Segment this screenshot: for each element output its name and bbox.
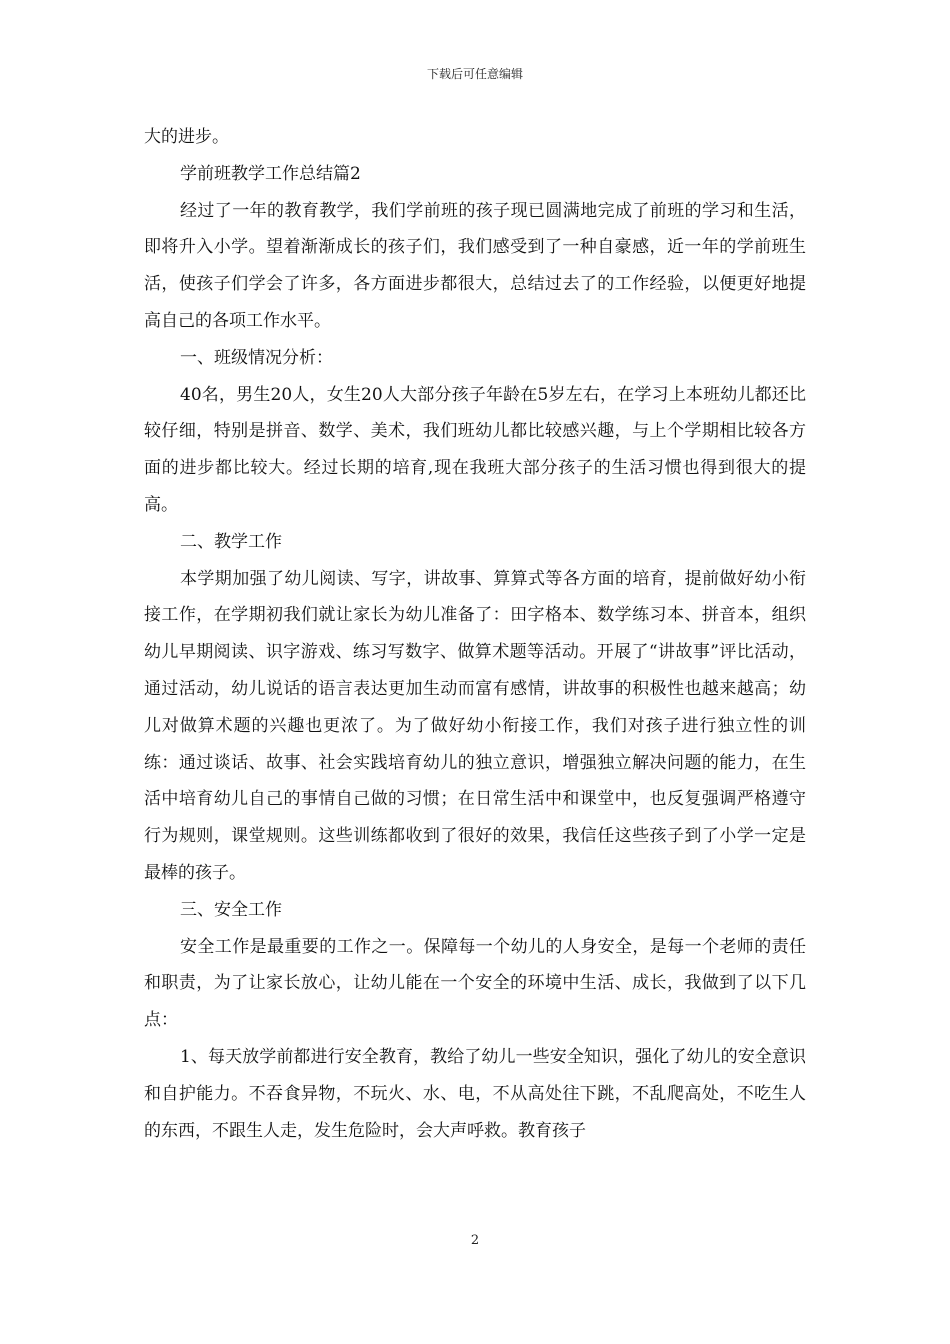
section-title: 学前班教学工作总结篇2 (180, 163, 361, 184)
paragraph-safety-work: 安全工作是最重要的工作之一。保障每一个幼儿的人身安全，是每一个老师的责任和职责，为了让家长放心，让幼儿能在一个安全的环境中生活、成长，我做到了以下几点： (144, 936, 806, 1031)
page-number: 2 (470, 1233, 480, 1248)
paragraph-class-analysis: 40名，男生20人，女生20人大部分孩子年龄在5岁左右，在学习上本班幼儿都还比较仔细，特别是拼音、数学、美术，我们班幼儿都比较感兴趣，与上个学期相比较各方面的进步都比较大。经过长期的培育,现在我班大部分孩子的生活习惯也得到很大的提高。 (144, 384, 806, 515)
paragraph-continuation: 大的进步。 (144, 127, 229, 147)
paragraph-teaching-work: 本学期加强了幼儿阅读、写字，讲故事、算算式等各方面的培育，提前做好幼小衔接工作，在学期初我们就让家长为幼儿准备了：田字格本、数学练习本、拼音本，组织幼儿早期阅读、识字游戏、练习写数字、做算术题等活动。开展了“讲故事”评比活动，通过活动，幼儿说话的语言表达更加生动而富有感情，讲故事的积极性也越来越高；幼儿对做算术题的兴趣也更浓了。为了做好幼小衔接工作，我们对孩子进行独立性的训练：通过谈话、故事、社会实践培育幼儿的独立意识，增强独立解决问题的能力，在生活中培育幼儿自己的事情自己做的习惯；在日常生活中和课堂中，也反复强调严格遵守行为规则，课堂规则。这些训练都收到了很好的效果，我信任这些孩子到了小学一定是最棒的孩子。 (144, 568, 806, 883)
paragraph-intro: 经过了一年的教育教学，我们学前班的孩子现已圆满地完成了前班的学习和生活，即将升入小学。望着渐渐成长的孩子们，我们感受到了一种自豪感，近一年的学前班生活，使孩子们学会了许多，各方面进步都很大，总结过去了的工作经验，以便更好地提高自己的各项工作水平。 (144, 200, 806, 331)
document-body (144, 119, 806, 1149)
heading-teaching-work: 二、教学工作 (180, 531, 282, 552)
page-header: 下载后可任意编辑 (426, 67, 523, 81)
paragraph-safety-point-1: 1、每天放学前都进行安全教育，教给了幼儿一些安全知识，强化了幼儿的安全意识和自护能力。不吞食异物，不玩火、水、电，不从高处往下跳，不乱爬高处，不吃生人的东西，不跟生人走，发生危险时，会大声呼救。教育孩子 (144, 1046, 806, 1141)
heading-class-analysis: 一、班级情况分析： (180, 347, 333, 368)
heading-safety-work: 三、安全工作 (180, 899, 282, 920)
